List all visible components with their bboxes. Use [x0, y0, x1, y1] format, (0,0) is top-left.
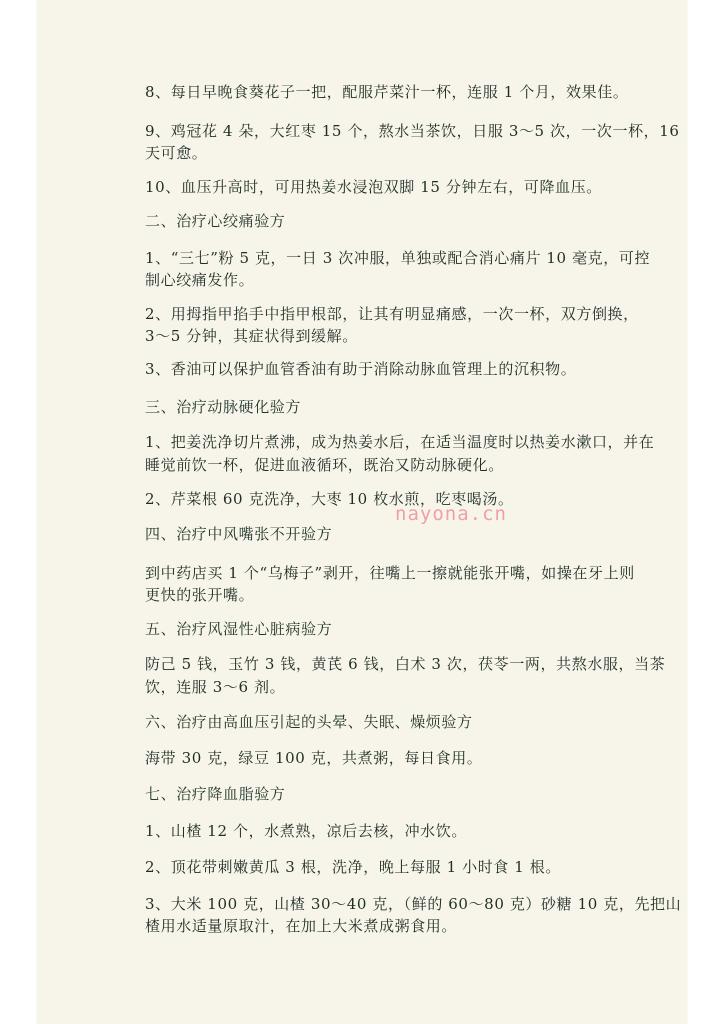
- text-line: 睡觉前饮一杯，促进血液循环，既治又防动脉硬化。: [145, 456, 504, 474]
- text-line: 天可愈。: [145, 144, 208, 162]
- text-line: 3、大米 100 克，山楂 30～40 克，（鲜的 60～80 克）砂糖 10 克，先把山: [145, 895, 682, 913]
- text-line: 防己 5 钱，玉竹 3 钱，黄芪 6 钱，白术 3 次，茯苓一两，共熬水服，当茶: [145, 655, 666, 673]
- text-line: 到中药店买 1 个“乌梅子”剥开，往嘴上一擦就能张开嘴，如操在牙上则: [145, 564, 635, 582]
- text-line: 2、用拇指甲掐手中指甲根部，让其有明显痛感，一次一杯，双方倒换，: [145, 305, 639, 323]
- text-line: 1、山楂 12 个，水煮熟，凉后去核，冲水饮。: [145, 822, 467, 840]
- text-line: 楂用水适量原取汁，在加上大米煮成粥食用。: [145, 917, 458, 935]
- text-line: 更快的张开嘴。: [145, 586, 255, 604]
- text-line: 3～5 分钟，其症状得到缓解。: [145, 327, 358, 345]
- section-heading: 三、治疗动脉硬化验方: [145, 398, 302, 416]
- text-line: 9、鸡冠花 4 朵，大红枣 15 个，熬水当茶饮，日服 3～5 次，一次一杯，16: [145, 122, 680, 140]
- section-heading: 五、治疗风湿性心脏病验方: [145, 620, 333, 638]
- text-line: 2、顶花带刺嫩黄瓜 3 根，洗净，晚上每服 1 小时食 1 根。: [145, 858, 561, 876]
- section-heading: 四、治疗中风嘴张不开验方: [145, 525, 333, 543]
- text-line: 2、芹菜根 60 克洗净，大枣 10 枚水煎，吃枣喝汤。: [145, 490, 514, 508]
- document-page: [37, 0, 687, 1024]
- watermark: nayona.cn: [395, 503, 507, 525]
- text-line: 1、把姜洗净切片煮沸，成为热姜水后，在适当温度时以热姜水漱口，并在: [145, 433, 655, 451]
- section-heading: 七、治疗降血脂验方: [145, 785, 286, 803]
- text-line: 10、血压升高时，可用热姜水浸泡双脚 15 分钟左右，可降血压。: [145, 178, 602, 196]
- text-line: 8、每日早晚食葵花子一把，配服芹菜汁一杯，连服 1 个月，效果佳。: [145, 83, 629, 101]
- text-line: 制心绞痛发作。: [145, 271, 255, 289]
- section-heading: 二、治疗心绞痛验方: [145, 212, 286, 230]
- text-line: 1、“三七”粉 5 克，一日 3 次冲服，单独或配合消心痛片 10 毫克，可控: [145, 249, 651, 267]
- section-heading: 六、治疗由高血压引起的头晕、失眠、燥烦验方: [145, 713, 473, 731]
- text-line: 海带 30 克，绿豆 100 克，共煮粥，每日食用。: [145, 749, 483, 767]
- text-line: 3、香油可以保护血管香油有助于消除动脉血管理上的沉积物。: [145, 360, 577, 378]
- text-line: 饮，连服 3～6 剂。: [145, 678, 286, 696]
